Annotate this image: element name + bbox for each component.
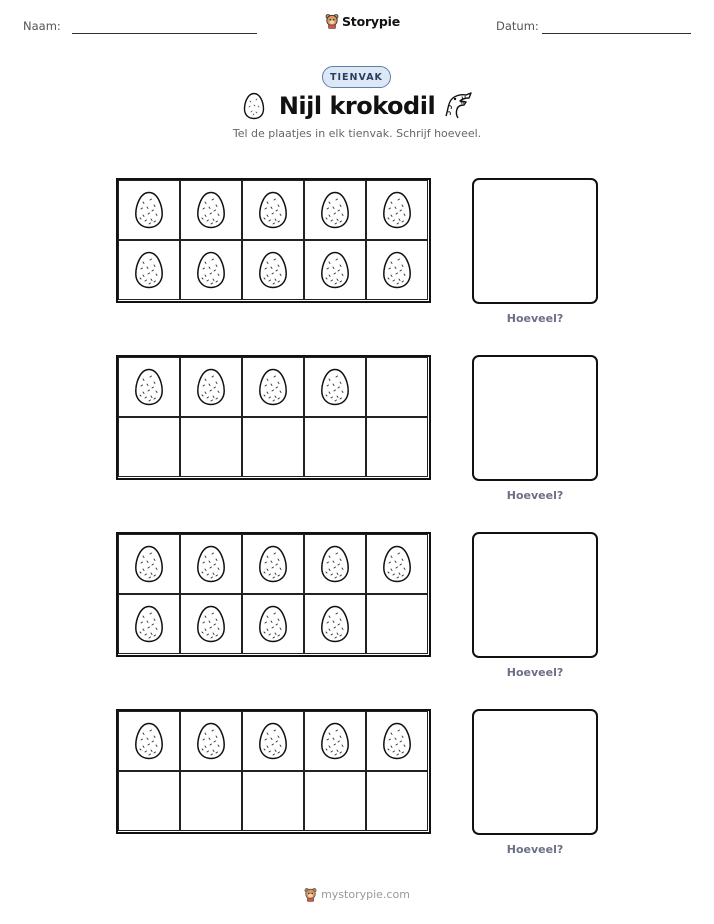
ten-frame-cell [366, 417, 428, 477]
egg-icon [196, 605, 226, 643]
egg-icon [258, 368, 288, 406]
egg-icon [258, 545, 288, 583]
ten-frame-cell [304, 180, 366, 240]
footer-link[interactable]: mystorypie.com [321, 888, 410, 901]
egg-icon [320, 605, 350, 643]
ten-frame-cell [180, 534, 242, 594]
ten-frame-cell [118, 240, 180, 300]
egg-icon [320, 251, 350, 289]
ten-frame-cell [242, 534, 304, 594]
egg-icon [196, 251, 226, 289]
ten-frame-cell [366, 711, 428, 771]
ten-frame-cell [242, 180, 304, 240]
ten-frame-cell [118, 711, 180, 771]
egg-icon [196, 368, 226, 406]
ten-frame-cell [304, 417, 366, 477]
title-row [0, 90, 714, 126]
footer [0, 887, 714, 902]
egg-icon [258, 605, 288, 643]
ten-frame-cell [180, 417, 242, 477]
egg-icon [320, 722, 350, 760]
egg-icon [134, 722, 164, 760]
ten-frame-cell [242, 771, 304, 831]
egg-icon [382, 191, 412, 229]
egg-icon [258, 191, 288, 229]
egg-icon [134, 605, 164, 643]
ten-frame-cell [118, 180, 180, 240]
ten-frame-cell [118, 357, 180, 417]
ten-frame-cell [180, 180, 242, 240]
egg-icon [196, 191, 226, 229]
answer-box[interactable] [472, 709, 598, 835]
count-prompt: Hoeveel? [506, 843, 564, 856]
egg-icon [382, 545, 412, 583]
ten-frame-cell [366, 594, 428, 654]
egg-icon [320, 191, 350, 229]
category-badge: TIENVAK [322, 66, 391, 88]
ten-frame-cell [366, 180, 428, 240]
ten-frame-cell [366, 240, 428, 300]
egg-icon [196, 722, 226, 760]
ten-frame-cell [304, 711, 366, 771]
answer-box[interactable] [472, 178, 598, 304]
ten-frame-cell [118, 534, 180, 594]
egg-icon [320, 545, 350, 583]
brand-logo [325, 13, 400, 29]
ten-frame-cell [180, 771, 242, 831]
brand-name: Storypie [342, 13, 400, 29]
ten-frame-cell [180, 240, 242, 300]
ten-frame-cell [242, 240, 304, 300]
count-prompt: Hoeveel? [506, 489, 564, 502]
ten-frame-cell [180, 711, 242, 771]
ten-frame-cell [366, 771, 428, 831]
ten-frame-cell [118, 594, 180, 654]
ten-frame [116, 178, 431, 303]
ten-frame-cell [304, 240, 366, 300]
ten-frame-cell [366, 534, 428, 594]
ten-frame-cell [118, 771, 180, 831]
egg-icon [320, 368, 350, 406]
ten-frame-cell [304, 594, 366, 654]
count-prompt: Hoeveel? [506, 666, 564, 679]
ten-frame-cell [304, 357, 366, 417]
ten-frame [116, 709, 431, 834]
page-title: Nijl krokodil [278, 92, 436, 120]
ten-frame-cell [304, 771, 366, 831]
egg-icon [382, 722, 412, 760]
ten-frame-cell [242, 417, 304, 477]
ten-frame [116, 532, 431, 657]
bear-mascot-icon [325, 13, 339, 29]
answer-box[interactable] [472, 355, 598, 481]
instructions: Tel de plaatjes in elk tienvak. Schrijf hoeveel. [232, 127, 482, 140]
egg-icon [258, 251, 288, 289]
date-write-line[interactable] [542, 33, 691, 34]
ten-frame [116, 355, 431, 480]
egg-icon [258, 722, 288, 760]
date-label: Datum: [496, 19, 539, 33]
ten-frame-cell [304, 534, 366, 594]
egg-icon [382, 251, 412, 289]
ten-frame-cell [242, 711, 304, 771]
count-prompt: Hoeveel? [506, 312, 564, 325]
egg-icon [134, 368, 164, 406]
egg-icon [196, 545, 226, 583]
egg-icon [134, 545, 164, 583]
ten-frame-cell [118, 417, 180, 477]
answer-box[interactable] [472, 532, 598, 658]
ten-frame-cell [180, 594, 242, 654]
bear-mascot-icon [304, 887, 317, 902]
crocodile-icon [442, 90, 474, 126]
name-write-line[interactable] [72, 33, 257, 34]
ten-frame-cell [242, 357, 304, 417]
ten-frame-cell [242, 594, 304, 654]
egg-icon [134, 251, 164, 289]
ten-frame-cell [366, 357, 428, 417]
name-label: Naam: [23, 19, 61, 33]
egg-icon [134, 191, 164, 229]
ten-frame-cell [180, 357, 242, 417]
